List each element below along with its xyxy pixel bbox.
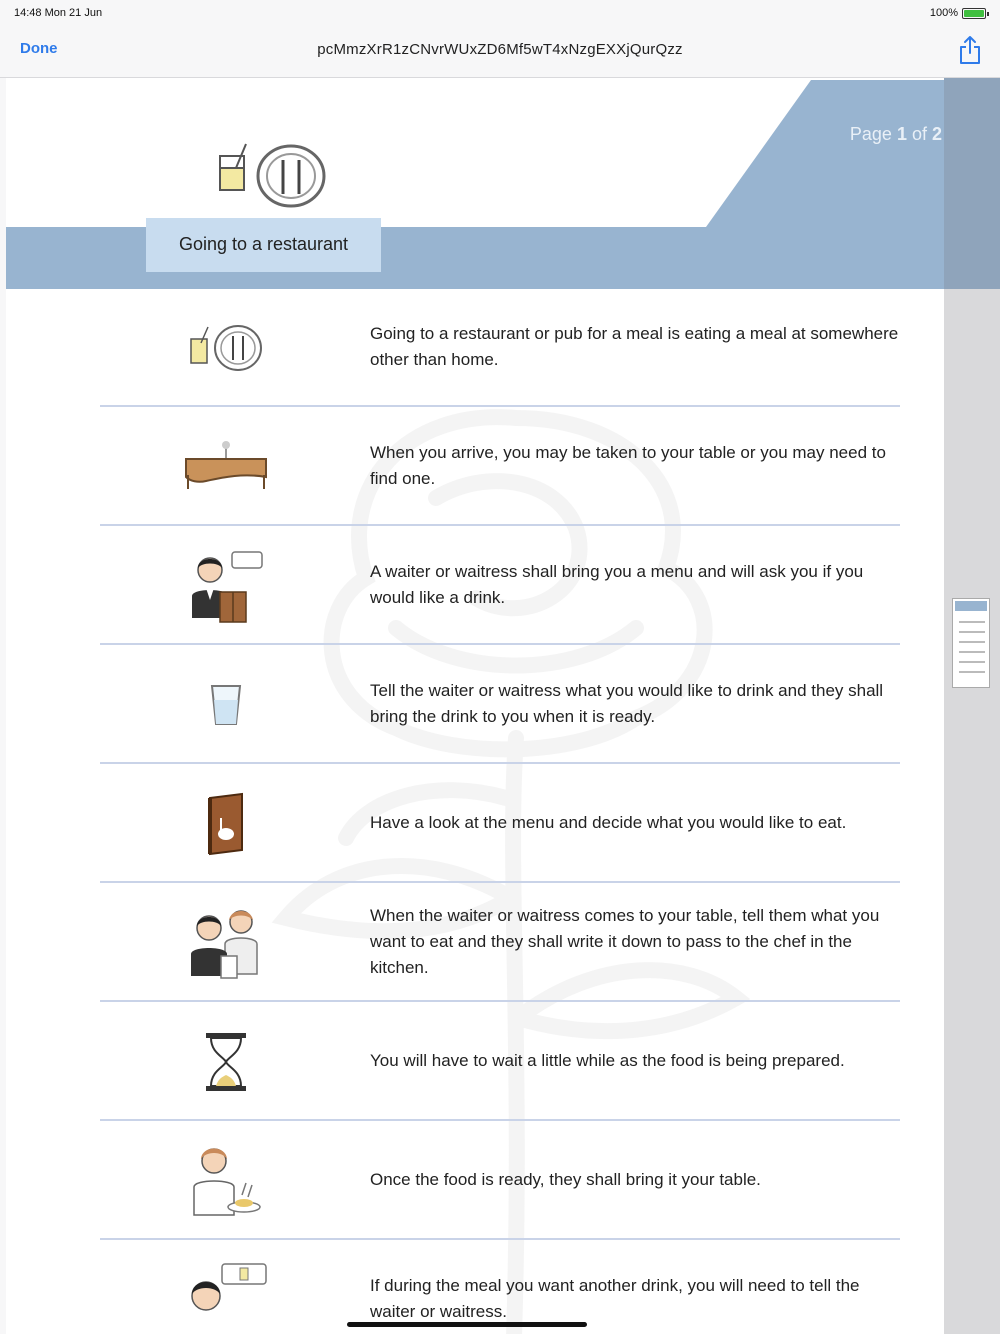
page-title: Going to a restaurant — [178, 234, 349, 254]
step-text: When the waiter or waitress comes to your table, tell them what you want to eat and they shall write it down to pass to the chef in the kitchen. — [370, 905, 880, 977]
document-page[interactable] — [6, 78, 944, 1334]
page-thumbnail-rail[interactable] — [944, 78, 1000, 1334]
status-time: 14:48 Mon 21 Jun — [14, 7, 103, 19]
page-indicator-current: 1 — [896, 124, 907, 144]
waiter-with-menu-icon — [188, 548, 264, 624]
page-indicator-total: 2 — [931, 124, 942, 144]
hourglass-icon — [204, 1031, 248, 1093]
list-item — [100, 407, 900, 526]
asking-for-drink-icon — [184, 1262, 268, 1334]
cup-and-plate-icon — [188, 323, 264, 373]
header-corner-shape — [706, 80, 944, 227]
thumbnail-header — [955, 601, 987, 611]
step-text: A waiter or waitress shall bring you a menu and will ask you if you would like a drink. — [370, 561, 864, 607]
battery-percentage: 100% — [929, 7, 958, 19]
rail-header-shade — [944, 78, 1000, 289]
share-icon — [958, 35, 982, 65]
list-item — [100, 883, 900, 1002]
list-item — [100, 526, 900, 645]
step-text: Once the food is ready, they shall bring it your table. — [370, 1169, 761, 1189]
cup-and-plate-icon — [214, 142, 326, 210]
list-item — [100, 1240, 900, 1334]
title-box — [146, 218, 381, 272]
glass-of-water-icon — [206, 682, 246, 728]
document-title: pcMmzXrR1zCNvrWUxZD6Mf5wT4xNzgEXXjQurQzz — [317, 41, 683, 58]
page-indicator — [850, 124, 942, 145]
done-button[interactable]: Done — [20, 40, 58, 57]
list-item — [100, 645, 900, 764]
list-item — [100, 288, 900, 407]
status-bar — [0, 0, 1000, 26]
step-text: When you arrive, you may be taken to your table or you may need to find one. — [370, 442, 886, 488]
share-button[interactable] — [954, 34, 986, 68]
list-item — [100, 764, 900, 883]
menu-book-icon — [204, 792, 248, 856]
page-thumbnail[interactable] — [952, 598, 990, 688]
step-text: Tell the waiter or waitress what you would like to drink and they shall bring the drink to you when it is ready. — [370, 680, 884, 726]
ordering-food-icon — [187, 904, 265, 982]
list-item — [100, 1121, 900, 1240]
battery-icon — [962, 8, 986, 19]
step-text: If during the meal you want another drink, you will need to tell the waiter or waitress. — [370, 1275, 860, 1321]
waitress-serving-food-icon — [186, 1143, 266, 1219]
table-icon — [184, 439, 268, 495]
home-indicator[interactable] — [347, 1322, 587, 1327]
page-indicator-prefix: Page — [849, 124, 897, 144]
list-item — [100, 1002, 900, 1121]
page-indicator-middle: of — [906, 124, 932, 144]
navigation-bar — [0, 26, 1000, 78]
step-text: You will have to wait a little while as the food is being prepared. — [370, 1050, 845, 1070]
steps-list — [100, 288, 900, 1334]
step-text: Going to a restaurant or pub for a meal is eating a meal at somewhere other than home. — [370, 323, 899, 369]
step-text: Have a look at the menu and decide what you would like to eat. — [370, 812, 847, 832]
